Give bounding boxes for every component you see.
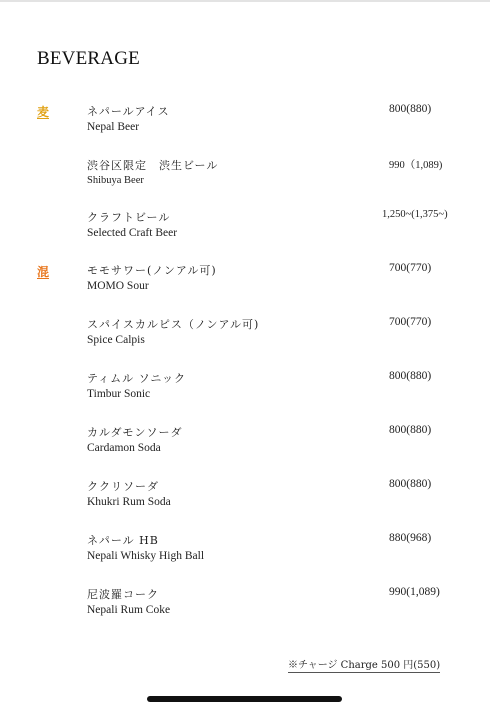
menu-item-timbur-sonic xyxy=(87,370,467,410)
item-name-jp: ネパールアイス xyxy=(87,105,170,118)
menu-item-momo-sour xyxy=(87,262,467,302)
item-price: 1,250~(1,375~) xyxy=(382,209,448,220)
top-divider xyxy=(0,0,490,2)
item-price: 700(770) xyxy=(389,316,432,328)
item-price: 800(880) xyxy=(389,424,432,436)
charge-note: ※チャージ Charge 500 円(550) xyxy=(288,656,440,673)
item-name-jp: カルダモンソーダ xyxy=(87,426,183,439)
page-title: BEVERAGE xyxy=(37,48,140,69)
category-mix-label: 混 xyxy=(37,265,50,279)
home-indicator[interactable] xyxy=(147,696,342,702)
menu-item-nepali-hb xyxy=(87,532,467,572)
item-name-jp: ネパール HB xyxy=(87,534,159,547)
menu-item-nepali-rum-coke xyxy=(87,586,467,626)
item-name-en: Selected Craft Beer xyxy=(87,227,178,239)
item-name-en: Nepali Rum Coke xyxy=(87,604,171,616)
menu-item-cardamon-soda xyxy=(87,424,467,464)
menu-item-nepal-beer xyxy=(87,103,467,143)
item-name-en: Spice Calpis xyxy=(87,334,145,346)
item-name-jp: スパイスカルピス（ノンアル可) xyxy=(87,318,260,331)
item-name-en: Shibuya Beer xyxy=(87,175,144,186)
item-name-jp: ククリソーダ xyxy=(87,480,159,493)
item-price: 800(880) xyxy=(389,103,432,115)
item-price: 990(1,089) xyxy=(389,586,440,598)
menu-item-spice-calpis xyxy=(87,316,467,356)
item-name-en: Nepali Whisky High Ball xyxy=(87,550,205,562)
item-price: 800(880) xyxy=(389,478,432,490)
item-name-en: Timbur Sonic xyxy=(87,388,151,400)
item-name-jp: モモサワー(ノンアル可) xyxy=(87,264,217,277)
item-name-jp: ティムル ソニック xyxy=(87,372,186,385)
item-price: 990（1,089) xyxy=(389,160,443,171)
item-price: 880(968) xyxy=(389,532,432,544)
item-name-jp: 渋谷区限定 渋生ビール xyxy=(87,159,219,172)
item-price: 800(880) xyxy=(389,370,432,382)
item-name-en: MOMO Sour xyxy=(87,280,149,292)
item-name-en: Khukri Rum Soda xyxy=(87,496,171,508)
category-beer-label: 麦 xyxy=(37,105,50,119)
item-name-jp: 尼波羅コーク xyxy=(87,588,159,601)
menu-item-shibuya-beer xyxy=(87,157,467,197)
item-name-en: Nepal Beer xyxy=(87,121,140,133)
menu-item-khukri-rum-soda xyxy=(87,478,467,518)
item-name-en: Cardamon Soda xyxy=(87,442,161,454)
item-name-jp: クラフトビール xyxy=(87,211,171,224)
item-price: 700(770) xyxy=(389,262,432,274)
menu-item-craft-beer xyxy=(87,209,467,249)
